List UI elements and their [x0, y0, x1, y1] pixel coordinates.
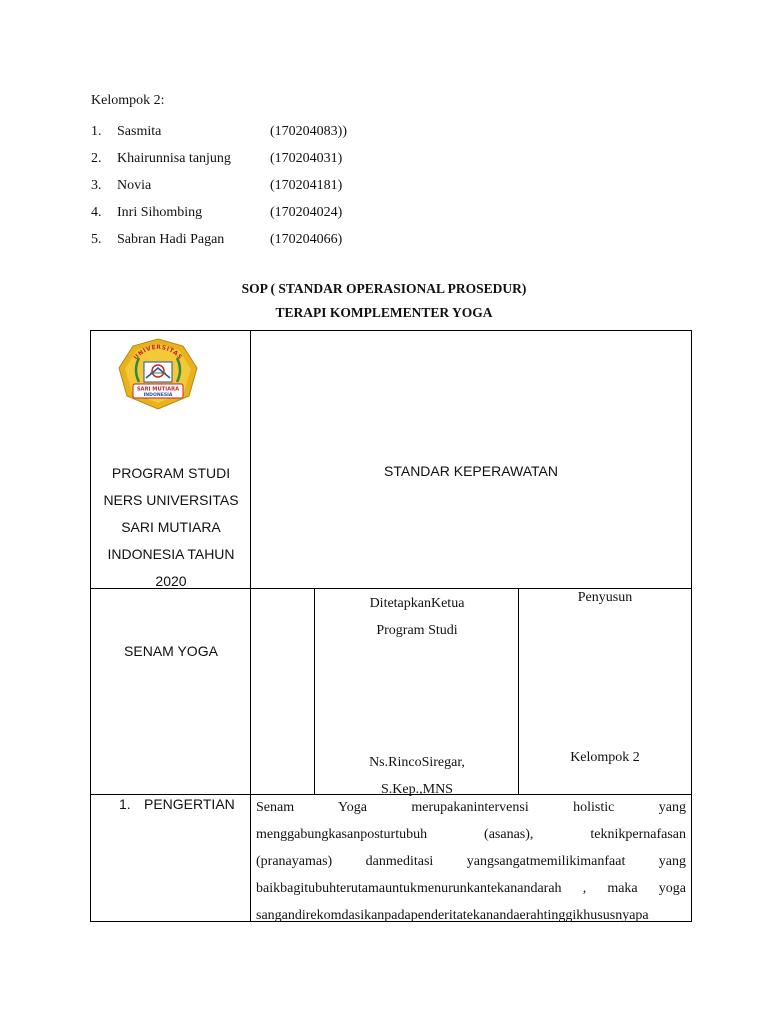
prodi-line: 2020 [155, 573, 187, 589]
member-nim: (170204024) [270, 204, 343, 220]
definition-line: baikbagitubuhterutamauntukmenurunkantekanandarah , maka yoga [256, 881, 686, 896]
penyusun-label: Penyusun [577, 590, 633, 605]
definition-line: menggabungkasanposturtubuh (asanas), teknikpernafasan [256, 827, 686, 842]
senam-yoga-label: SENAM YOGA [124, 643, 218, 659]
sop-subtitle: TERAPI KOMPLEMENTER YOGA [275, 305, 493, 320]
svg-text:UNIVERSITAS: UNIVERSITAS [132, 343, 184, 362]
member-nim: (170204031) [270, 150, 343, 166]
kelompok-label: Kelompok 2 [570, 750, 640, 765]
pengertian-number: 1. [119, 796, 131, 812]
member-nim: (170204181) [270, 177, 343, 193]
prodi-line: INDONESIA TAHUN [107, 546, 235, 562]
member-number: 2. [91, 150, 102, 166]
member-number: 1. [91, 123, 102, 139]
svg-text:INDONESIA: INDONESIA [143, 393, 173, 398]
member-nim: (170204066) [270, 231, 343, 247]
member-name: Khairunnisa tanjung [117, 150, 231, 166]
standar-keperawatan: STANDAR KEPERAWATAN [384, 463, 558, 479]
list-item [91, 199, 491, 226]
signer-line: S.Kep.,MNS [381, 782, 453, 797]
prodi-line: PROGRAM STUDI [111, 465, 231, 481]
ditetapkan-line: Program Studi [376, 623, 458, 638]
signer-line: Ns.RincoSiregar, [369, 755, 465, 770]
definition-line: (pranayamas) danmeditasi yangsangatmemilikimanfaat yang [256, 854, 686, 869]
definition-line: Senam Yoga merupakanintervensi holistic yang [256, 800, 686, 815]
member-name: Sabran Hadi Pagan [117, 231, 225, 247]
member-name: Sasmita [117, 123, 162, 139]
member-name: Novia [117, 177, 152, 193]
group-title: Kelompok 2: [91, 93, 165, 108]
table-divider [250, 330, 251, 922]
program-studi-text [92, 460, 250, 595]
ditetapkan-line: DitetapkanKetua [369, 596, 465, 611]
sop-title: SOP ( STANDAR OPERASIONAL PROSEDUR) [241, 281, 527, 296]
list-item [91, 145, 491, 172]
list-item [91, 226, 491, 253]
svg-text:SARI MUTIARA: SARI MUTIARA [136, 386, 180, 393]
prodi-line: SARI MUTIARA [121, 519, 221, 535]
member-nim: (170204083)) [270, 123, 347, 139]
list-item [91, 118, 491, 145]
member-name: Inri Sihombing [117, 204, 203, 220]
member-number: 4. [91, 204, 102, 220]
university-logo [117, 338, 199, 410]
member-number: 3. [91, 177, 102, 193]
pengertian-label: PENGERTIAN [144, 796, 235, 812]
university-seal-icon [117, 338, 199, 410]
pengertian-definition [256, 794, 686, 929]
prodi-line: NERS UNIVERSITAS [103, 492, 239, 508]
ditetapkan-label [315, 590, 519, 644]
member-number: 5. [91, 231, 102, 247]
member-list [91, 118, 491, 253]
definition-line: sangandirekomdasikanpadapenderitatekanandaerahtinggikhususnyapa [256, 908, 649, 923]
list-item [91, 172, 491, 199]
